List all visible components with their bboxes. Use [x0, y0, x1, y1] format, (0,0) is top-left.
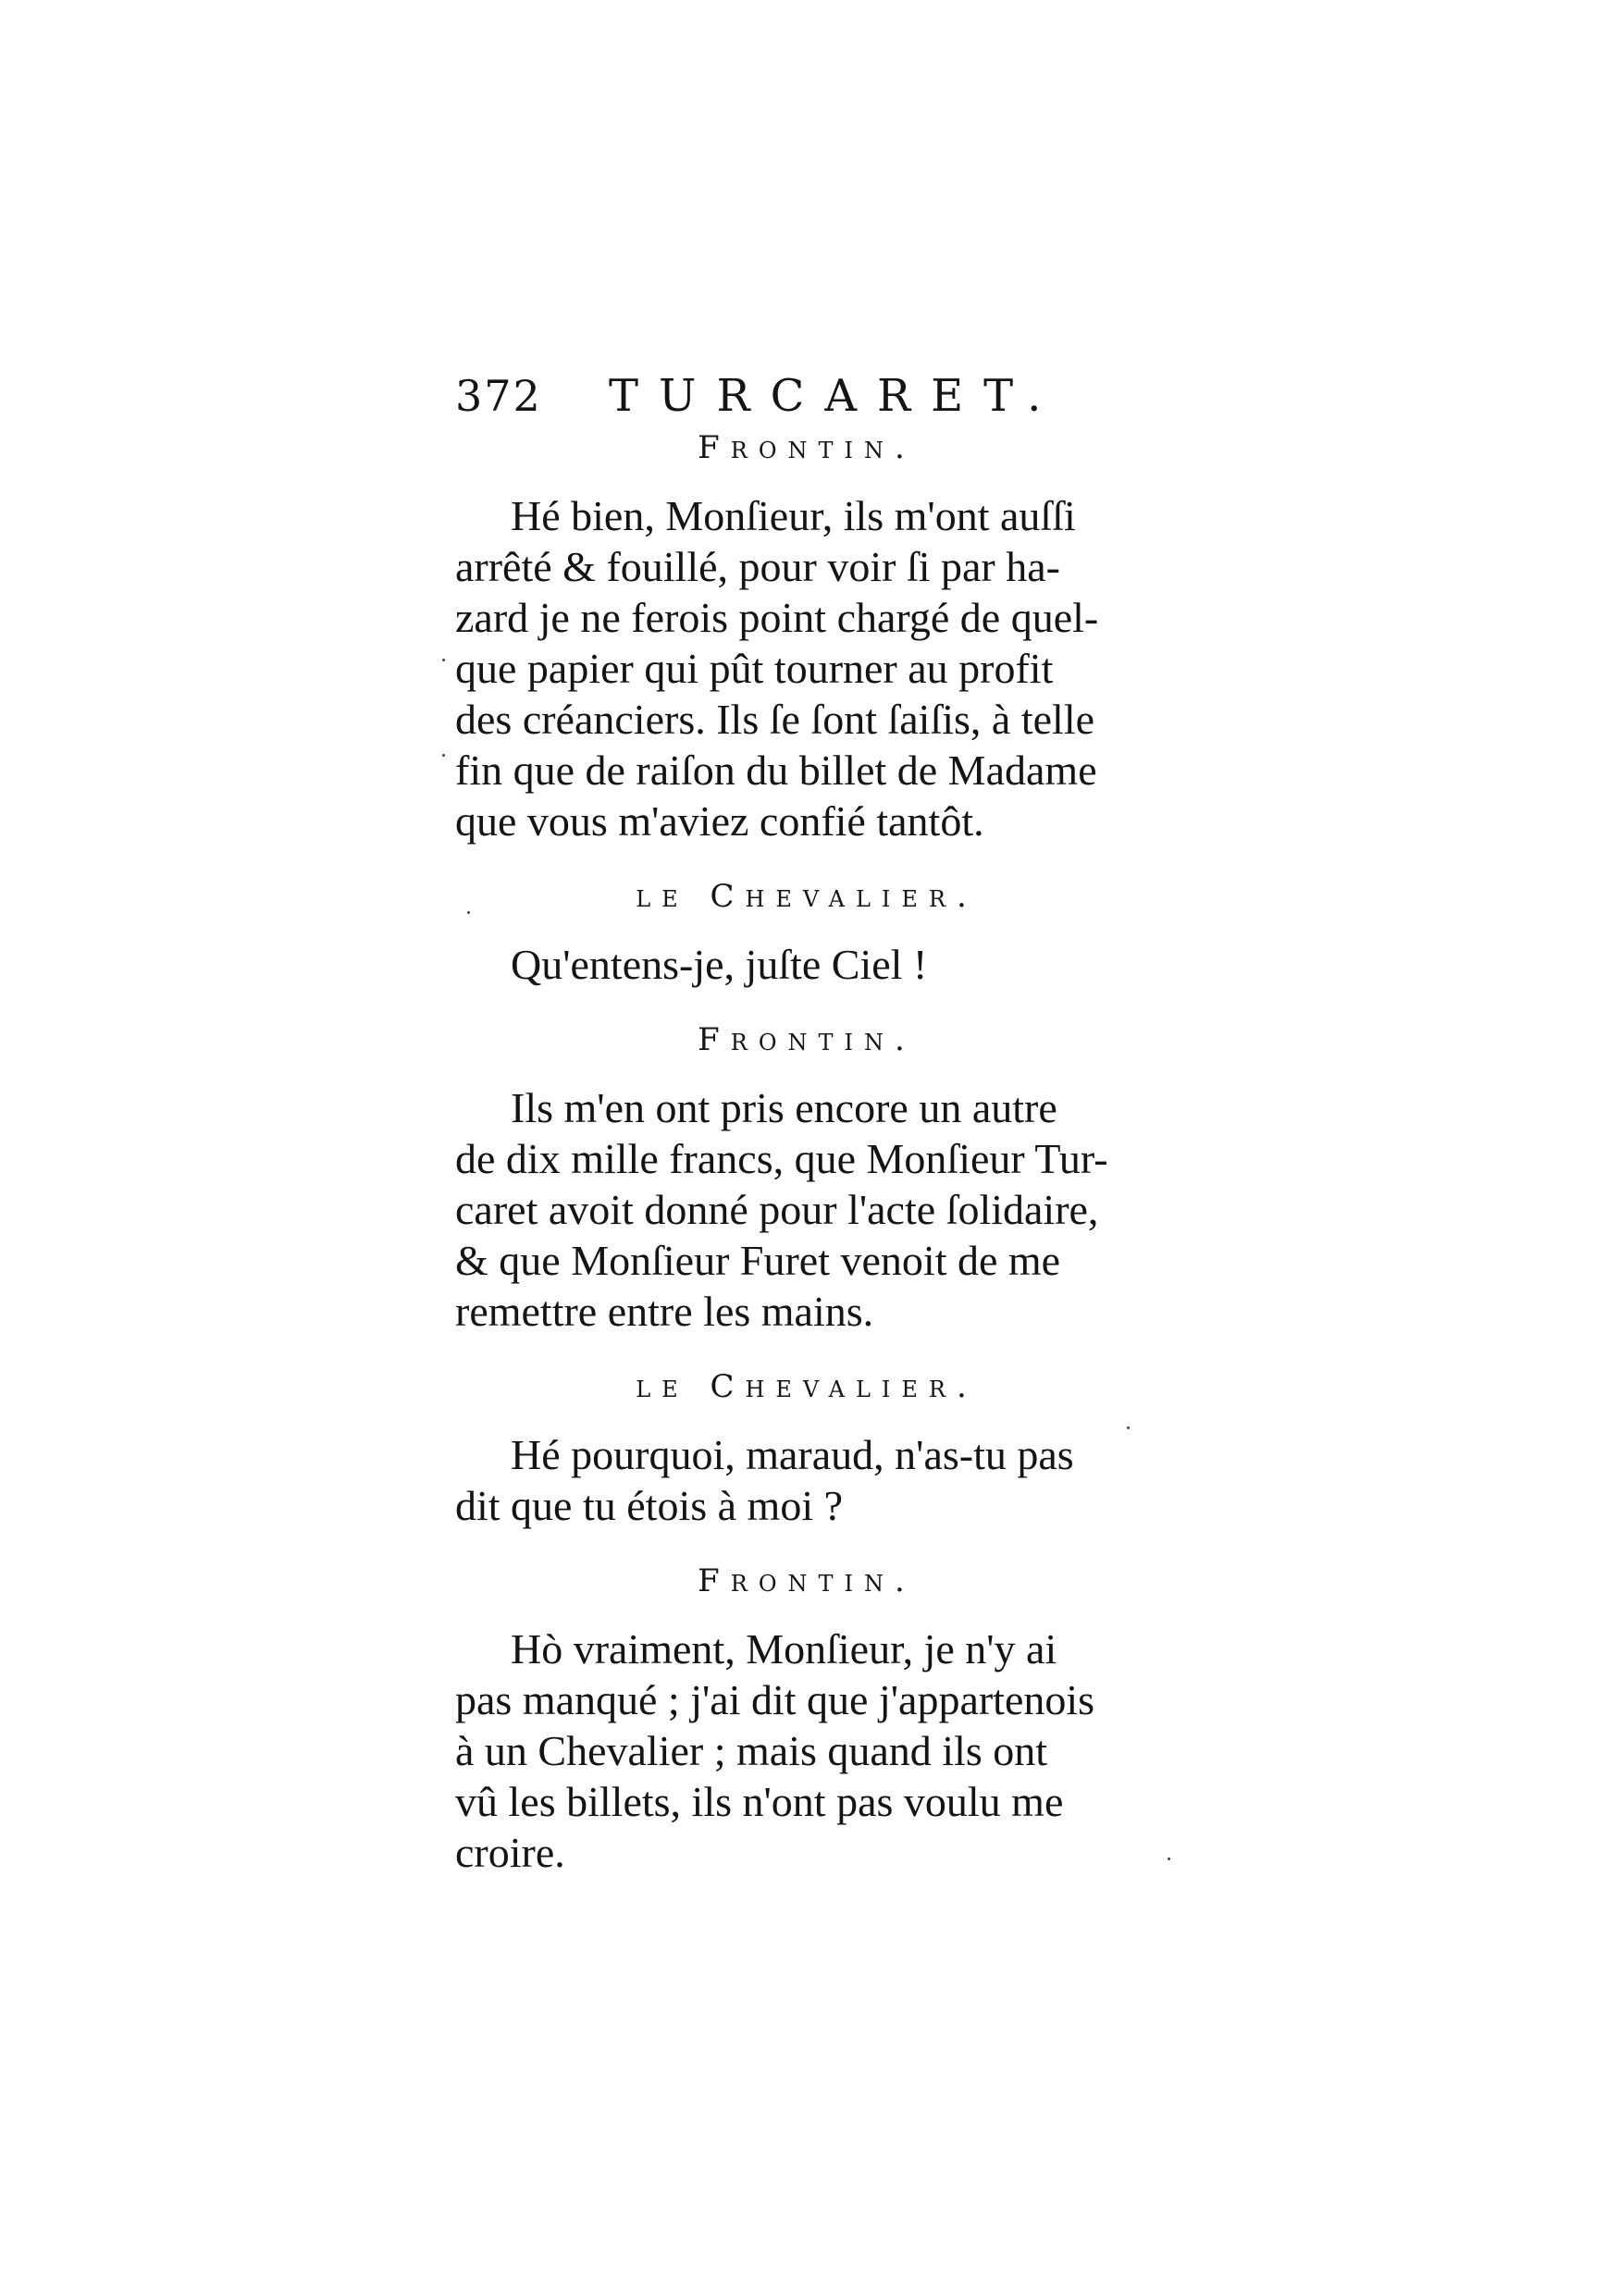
- speech-paragraph: [455, 1623, 1158, 1878]
- speaker-heading: Frontin.: [698, 429, 916, 466]
- speech-line: de dix mille francs, que Monſieur Tur-: [455, 1135, 1108, 1182]
- speech-line: vû les billets, ils n'ont pas voulu me: [455, 1778, 1064, 1825]
- speech-line: Ils m'en ont pris encore un autre: [511, 1084, 1057, 1131]
- speech-line: caret avoit donné pour l'acte ſolidaire,: [455, 1186, 1099, 1233]
- running-title: TURCARET.: [609, 370, 1062, 422]
- print-speck: [442, 659, 445, 661]
- print-speck: [1168, 1858, 1170, 1860]
- speech-line: des créanciers. Ils ſe ſont ſaiſis, à telle: [455, 696, 1095, 743]
- speech-line: Hò vraiment, Monſieur, je n'y ai: [511, 1625, 1057, 1673]
- speech-line: pas manqué ; j'ai dit que j'appartenois: [455, 1676, 1095, 1723]
- print-speck: [467, 911, 470, 914]
- speech-line: fin que de raiſon du billet de Madame: [455, 747, 1097, 794]
- speech-line: & que Monſieur Furet venoit de me: [455, 1237, 1061, 1284]
- page-header: [455, 359, 1158, 433]
- page-number: 372: [455, 371, 542, 421]
- speech-paragraph: [455, 1429, 1158, 1531]
- print-speck: [442, 754, 445, 757]
- speech-paragraph: [455, 1082, 1158, 1337]
- speech-line: Hé bien, Monſieur, ils m'ont auſſi: [511, 492, 1076, 539]
- speech-line: remettre entre les mains.: [455, 1288, 874, 1335]
- speaker-heading: le Chevalier.: [636, 878, 978, 915]
- speech-line: arrêté & fouillé, pour voir ſi par ha-: [455, 543, 1060, 590]
- speech-line: que vous m'aviez confié tantôt.: [455, 797, 984, 845]
- speech-paragraph: [455, 490, 1158, 846]
- speaker-heading: Frontin.: [698, 1562, 916, 1599]
- dialogue-text: [455, 426, 1158, 1878]
- speech-line: zard je ne ferois point chargé de quel-: [455, 594, 1099, 641]
- speech-line: Hé pourquoi, maraud, n'as-tu pas: [511, 1431, 1074, 1478]
- speaker-heading: le Chevalier.: [636, 1368, 978, 1405]
- speech-line: Qu'entens-je, juſte Ciel !: [511, 941, 928, 988]
- speech-line: que papier qui pût tourner au profit: [455, 645, 1054, 692]
- speaker-heading: Frontin.: [698, 1021, 916, 1058]
- speech-line: à un Chevalier ; mais quand ils ont: [455, 1727, 1048, 1774]
- speech-line: croire.: [455, 1829, 565, 1876]
- speech-paragraph: [455, 939, 1158, 990]
- speech-line: dit que tu étois à moi ?: [455, 1482, 844, 1529]
- print-speck: [1127, 1426, 1130, 1429]
